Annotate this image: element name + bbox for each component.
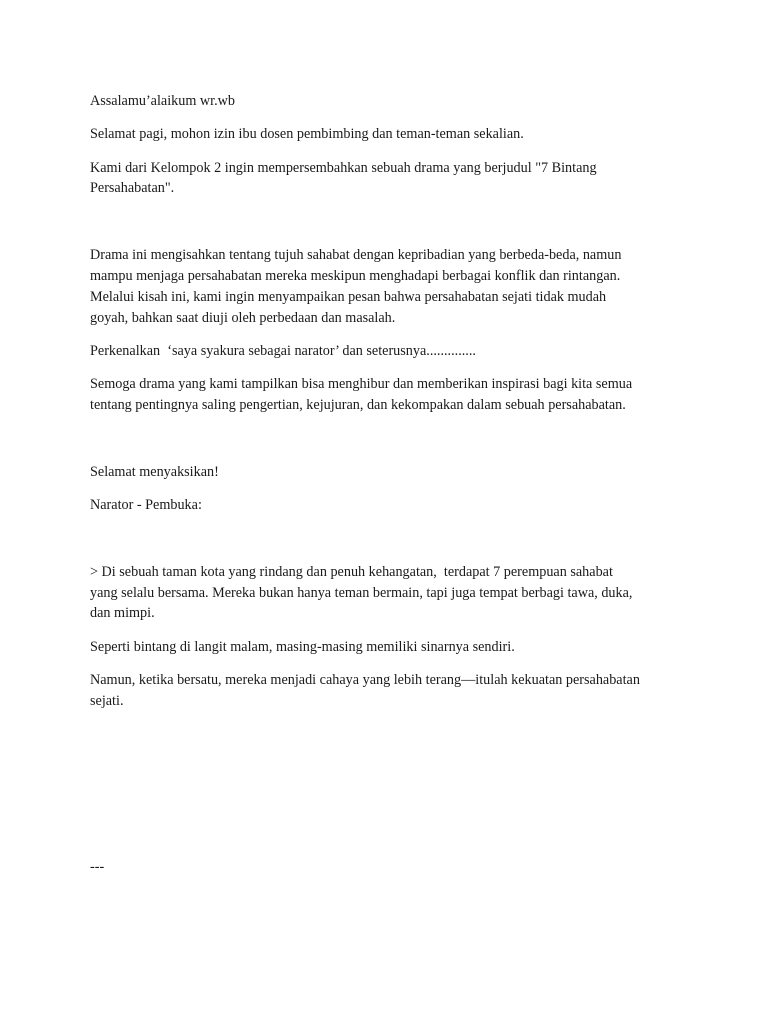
opening-line: Selamat pagi, mohon izin ibu dosen pembimbing dan teman-teman sekalian.: [90, 126, 524, 143]
section-separator: ---: [90, 859, 105, 875]
narration-unity: Namun, ketika bersatu, mereka menjadi cahaya yang lebih terang—itulah kekuatan persahabatan sejati.: [90, 672, 640, 709]
enjoy-line: Selamat menyaksikan!: [90, 463, 219, 480]
drama-synopsis: Drama ini mengisahkan tentang tujuh sahabat dengan kepribadian yang berbeda-beda, namun mampu menjaga persahabatan mereka meskipun menghadapi berbagai konflik dan rintangan. Melalui kisah ini, kami ingin menyampaikan pesan bahwa persahabatan sejati tidak mudah goyah, bahkan saat diuji oleh perbedaan dan masalah.: [90, 247, 622, 326]
greeting: Assalamu’alaikum wr.wb: [90, 93, 235, 109]
narration-scene: > Di sebuah taman kota yang rindang dan penuh kehangatan, terdapat 7 perempuan sahabat yang selalu bersama. Mereka bukan hanya teman bermain, tapi juga tempat berbagi tawa, duka, dan mimpi.: [90, 563, 633, 622]
closing-hope: Semoga drama yang kami tampilkan bisa menghibur dan memberikan inspirasi bagi kita semua tentang pentingnya saling pengertian, kejujuran, dan kekompakan dalam sebuah persahabatan.: [90, 376, 633, 413]
narrator-introduction: Perkenalkan ‘saya syakura sebagai narator’ dan seterusnya..............: [90, 342, 476, 359]
drama-introduction: Kami dari Kelompok 2 ingin mempersembahkan sebuah drama yang berjudul "7 Bintang Persahabatan".: [90, 159, 597, 197]
narrator-heading: Narator - Pembuka:: [90, 497, 202, 514]
narration-stars: Seperti bintang di langit malam, masing-masing memiliki sinarnya sendiri.: [90, 638, 515, 655]
document-body: [90, 91, 690, 712]
